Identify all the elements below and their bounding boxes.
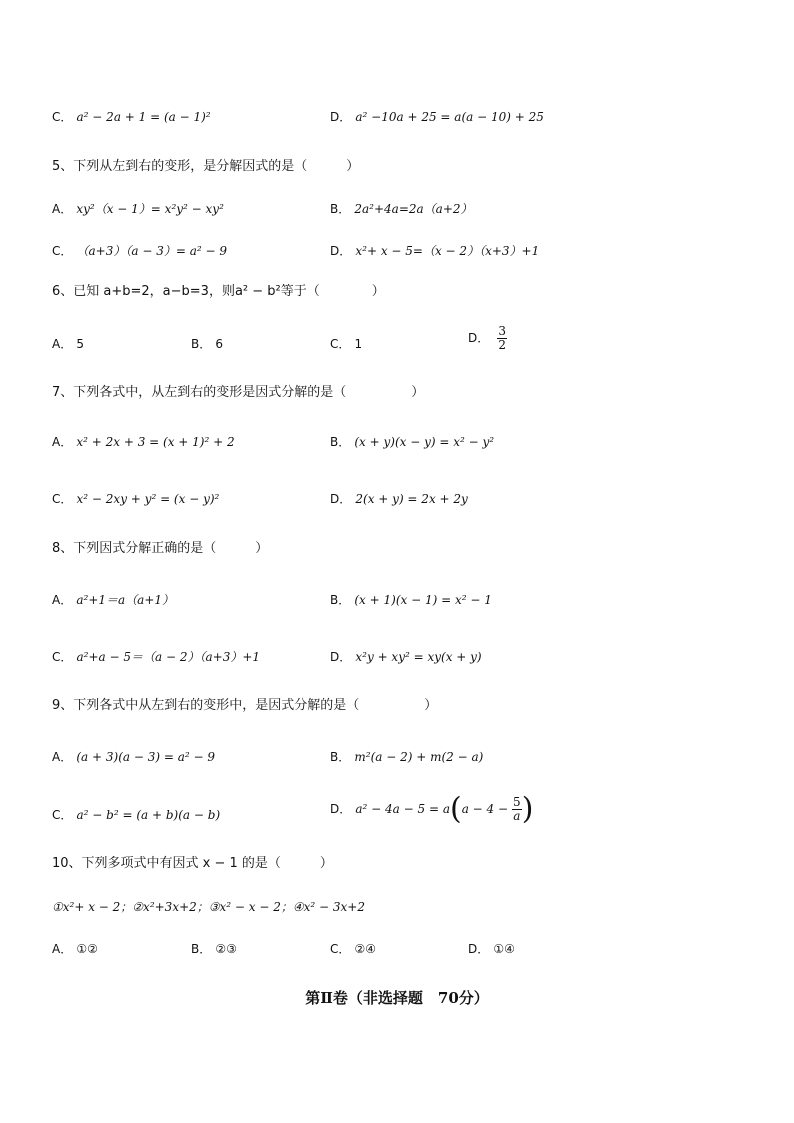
option-value: ②④ bbox=[354, 942, 377, 956]
option-label: B． bbox=[330, 202, 351, 216]
q9-option-b bbox=[330, 748, 483, 767]
q5-option-a bbox=[52, 200, 224, 219]
option-value: 5 bbox=[76, 337, 84, 351]
option-expression: 2(x + y) = 2x + 2y bbox=[355, 492, 468, 506]
option-label: B． bbox=[330, 435, 351, 449]
option-label: A． bbox=[52, 435, 73, 449]
q7-option-a bbox=[52, 433, 235, 452]
option-value: ①② bbox=[76, 942, 98, 956]
q6-option-a bbox=[52, 335, 84, 354]
option-expression: x² + 2x + 3 = (x + 1)² + 2 bbox=[76, 435, 235, 449]
option-label: D． bbox=[330, 802, 352, 816]
q6-option-d bbox=[468, 325, 507, 352]
fraction-numerator: 5 bbox=[513, 795, 521, 809]
option-label: C． bbox=[52, 650, 73, 664]
q5-option-d bbox=[330, 242, 539, 261]
q4-option-c bbox=[52, 108, 211, 127]
option-expression: (a + 3)(a − 3) = a² − 9 bbox=[76, 750, 215, 764]
option-expression: (x + 1)(x − 1) = x² − 1 bbox=[354, 593, 492, 607]
option-label: A． bbox=[52, 750, 73, 764]
option-label: D． bbox=[330, 650, 352, 664]
option-label: D． bbox=[330, 244, 352, 258]
option-label: D． bbox=[468, 942, 490, 956]
option-label: C． bbox=[52, 244, 73, 258]
option-label: D． bbox=[330, 110, 352, 124]
option-value: 1 bbox=[354, 337, 363, 351]
option-label: D． bbox=[468, 331, 490, 345]
fraction-denominator: 2 bbox=[498, 338, 507, 352]
option-label: C． bbox=[330, 337, 351, 351]
q9-option-d bbox=[330, 791, 534, 827]
q6-stem: 6、已知 a+b=2，a−b=3，则a² − b²等于（ ） bbox=[52, 284, 385, 299]
option-label: A． bbox=[52, 593, 73, 607]
q8-stem: 8、下列因式分解正确的是（ ） bbox=[52, 541, 269, 556]
q10-option-d bbox=[468, 940, 515, 959]
right-paren: ) bbox=[521, 791, 534, 827]
option-value: 6 bbox=[215, 337, 224, 351]
q6-option-c bbox=[330, 335, 362, 354]
option-label: C． bbox=[52, 492, 73, 506]
option-label: A． bbox=[52, 942, 73, 956]
q10-items: ①x²+ x − 2；②x²+3x+2；③x² − x − 2；④x² − 3x+2 bbox=[52, 900, 365, 914]
option-label: D． bbox=[330, 492, 352, 506]
option-value: ②③ bbox=[215, 942, 237, 956]
q7-option-c bbox=[52, 490, 219, 509]
q8-option-c bbox=[52, 648, 260, 667]
option-expression: (x + y)(x − y) = x² − y² bbox=[354, 435, 495, 449]
fraction bbox=[512, 796, 522, 823]
option-expression: x²+ x − 5=（x − 2）（x+3）+1 bbox=[355, 244, 540, 258]
option-expression: x² − 2xy + y² = (x − y)² bbox=[76, 492, 220, 506]
q9-option-a bbox=[52, 748, 215, 767]
option-value: ①④ bbox=[493, 942, 515, 956]
q6-option-b bbox=[191, 335, 223, 354]
q8-option-d bbox=[330, 648, 482, 667]
option-label: B． bbox=[330, 593, 351, 607]
option-label: C． bbox=[330, 942, 351, 956]
q8-option-b bbox=[330, 591, 492, 610]
q5-stem: 5、下列从左到右的变形，是分解因式的是（ ） bbox=[52, 159, 360, 174]
q4-option-d bbox=[330, 108, 544, 127]
q10-option-c bbox=[330, 940, 376, 959]
q10-option-b bbox=[191, 940, 237, 959]
option-expression: （a+3）（a − 3）= a² − 9 bbox=[76, 244, 228, 258]
option-expression: m²(a − 2) + m(2 − a) bbox=[354, 750, 484, 764]
option-label: C． bbox=[52, 110, 73, 124]
option-expression-prefix: a² − 4a − 5 = a bbox=[355, 802, 450, 816]
q10-stem: 10、下列多项式中有因式 x − 1 的是（ ） bbox=[52, 856, 333, 871]
fraction bbox=[497, 325, 507, 352]
section-title: 第Ⅱ卷（非选择题 70分） bbox=[305, 989, 489, 1007]
option-label: B． bbox=[191, 942, 212, 956]
option-expression: a²+1＝a（a+1） bbox=[76, 593, 175, 607]
q5-option-c bbox=[52, 242, 227, 261]
option-label: C． bbox=[52, 808, 73, 822]
option-expression: 2a²+4a=2a（a+2） bbox=[354, 202, 473, 216]
option-expression: xy²（x − 1）= x²y² − xy² bbox=[76, 202, 224, 216]
option-expression-inner: a − 4 − bbox=[461, 802, 509, 816]
option-label: A． bbox=[52, 337, 73, 351]
fraction-numerator: 3 bbox=[498, 324, 507, 338]
fraction-denominator: a bbox=[513, 809, 521, 823]
option-label: B． bbox=[330, 750, 351, 764]
option-expression: a² − 2a + 1 = (a − 1)² bbox=[76, 110, 211, 124]
option-label: A． bbox=[52, 202, 73, 216]
q7-option-d bbox=[330, 490, 468, 509]
q10-option-a bbox=[52, 940, 98, 959]
option-label: B． bbox=[191, 337, 212, 351]
q8-option-a bbox=[52, 591, 174, 610]
left-paren: ( bbox=[449, 791, 462, 827]
q9-option-c bbox=[52, 806, 220, 825]
option-expression: a² − b² = (a + b)(a − b) bbox=[76, 808, 221, 822]
q5-option-b bbox=[330, 200, 473, 219]
q9-stem: 9、下列各式中从左到右的变形中，是因式分解的是（ ） bbox=[52, 698, 438, 713]
q7-stem: 7、下列各式中，从左到右的变形是因式分解的是（ ） bbox=[52, 385, 425, 400]
option-expression: a²+a − 5＝（a − 2）（a+3）+1 bbox=[76, 650, 261, 664]
q7-option-b bbox=[330, 433, 494, 452]
option-expression: a² −10a + 25 = a(a − 10) + 25 bbox=[355, 110, 544, 124]
option-expression: x²y + xy² = xy(x + y) bbox=[355, 650, 482, 664]
